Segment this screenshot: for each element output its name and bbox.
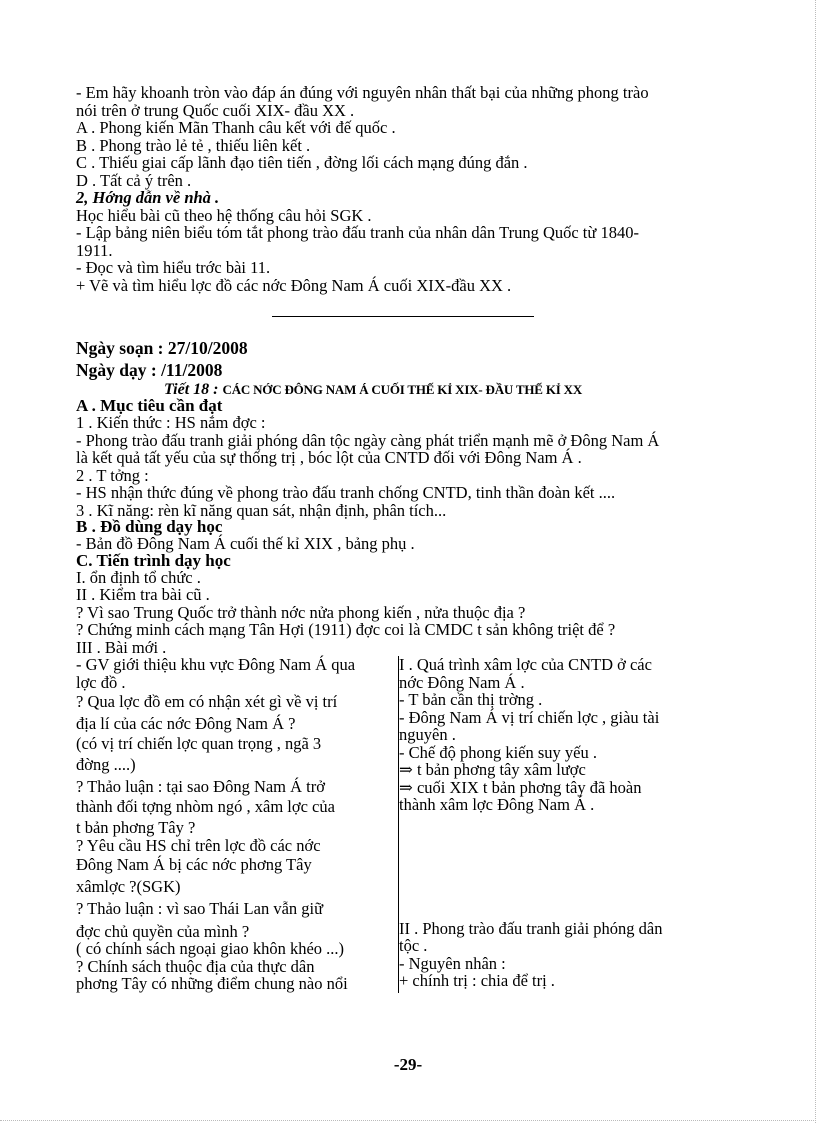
right-line: - T bản cần thị trờng . [399, 690, 543, 709]
homework-line-2: - Lập bảng niên biểu tóm tắt phong trào đấu tranh của nhân dân Trung Quốc từ 1840- [76, 223, 639, 242]
homework-heading: 2, Hớng dẫn về nhà . [76, 188, 220, 207]
teach-date: Ngày dạy : /11/2008 [76, 360, 223, 380]
section-a-line-6: 3 . Kĩ năng: rèn kĩ năng quan sát, nhận định, phân tích... [76, 500, 447, 520]
lesson-number: Tiết 18 : [164, 381, 223, 398]
right-line: thành xâm lợc Đông Nam Á . [399, 795, 595, 814]
right-line: nguyên . [399, 725, 456, 744]
right-line: + chính trị : chia để trị . [399, 971, 555, 990]
lesson-title [164, 381, 736, 398]
section-b-line-1: - Bản đồ Đông Nam Á cuối thế kỉ XIX , bảng phụ . [76, 534, 415, 553]
left-line: xâmlợc ?(SGK) [76, 876, 181, 896]
section-a-line-4: 2 . T tởng : [76, 465, 149, 485]
left-line: ? Thảo luận : vì sao Thái Lan vẫn giữ [76, 899, 324, 918]
section-a-line-2: - Phong trào đấu tranh giải phóng dân tộc ngày càng phát triển mạnh mẽ ở Đông Nam Á [76, 430, 660, 450]
teacher-activity-column [76, 656, 399, 993]
left-line: Đông Nam Á bị các nớc phơng Tây [76, 855, 312, 874]
homework-line-1: Học hiểu bài cũ theo hệ thống câu hỏi SGK . [76, 205, 372, 225]
homework-line-3: 1911. [76, 240, 113, 260]
right-line: I . Quá trình xâm lợc của CNTD ở các [399, 655, 652, 674]
left-line: phơng Tây có những điểm chung nào nổi [76, 974, 348, 993]
section-c-line-3: ? Vì sao Trung Quốc trở thành nớc nửa phong kiến , nửa thuộc địa ? [76, 602, 526, 622]
option-c: C . Thiếu giai cấp lãnh đạo tiên tiến , đờng lối cách mạng đúng đắn . [76, 153, 528, 172]
option-d: D . Tất cả ý trên . [76, 170, 192, 190]
right-line: - Đông Nam Á vị trí chiến lợc , giàu tài [399, 707, 660, 727]
left-line: ( có chính sách ngoại giao khôn khéo ...) [76, 939, 345, 958]
left-line: ? Thảo luận : tại sao Đông Nam Á trở [76, 777, 325, 796]
section-c-line-4: ? Chứng minh cách mạng Tân Hợi (1911) đợc coi là CMDC t sản không triệt để ? [76, 620, 616, 639]
left-line: (có vị trí chiến lợc quan trọng , ngã 3 [76, 734, 322, 753]
left-line: đợc chủ quyền của mình ? [76, 921, 250, 941]
prep-date: Ngày soạn : 27/10/2008 [76, 338, 248, 358]
section-a-line-1: 1 . Kiến thức : HS nắm đợc : [76, 413, 266, 432]
exercise-prompt-line-2: nói trên ở trung Quốc cuối XIX- đầu XX . [76, 100, 355, 120]
left-line: t bản phơng Tây ? [76, 818, 196, 837]
section-c-line-2: II . Kiểm tra bài cũ . [76, 585, 210, 604]
right-line: II . Phong trào đấu tranh giải phóng dân [399, 918, 663, 938]
section-c-heading: C. Tiến trình dạy học [76, 550, 231, 570]
left-line: địa lí của các nớc Đông Nam Á ? [76, 713, 296, 733]
section-b-heading: B . Đồ dùng dạy học [76, 517, 223, 536]
lesson-name: CÁC NỚC ĐÔNG NAM Á CUỐI THẾ KỈ XIX- ĐẦU THẾ KỈ XX [222, 382, 583, 397]
left-line: đờng ....) [76, 754, 136, 774]
homework-line-4: - Đọc và tìm hiểu trớc bài 11. [76, 258, 271, 277]
left-line: lợc đồ . [76, 672, 126, 692]
left-line: - GV giới thiệu khu vực Đông Nam Á qua [76, 655, 356, 674]
left-line: ? Chính sách thuộc địa của thực dân [76, 956, 315, 976]
homework-line-5: + Vẽ và tìm hiểu lợc đồ các nớc Đông Nam Á cuối XIX-đầu XX . [76, 275, 512, 295]
section-a-line-3: là kết quả tất yếu của sự thống trị , bóc lột của CNTD đối với Đông Nam Á . [76, 448, 582, 467]
left-line: ? Yêu cầu HS chỉ trên lợc đồ các nớc [76, 835, 321, 855]
left-line: thành đối tợng nhòm ngó , xâm lợc của [76, 796, 335, 816]
section-a-line-5: - HS nhận thức đúng về phong trào đấu tranh chống CNTD, tinh thần đoàn kết .... [76, 483, 616, 502]
section-a-heading: A . Mục tiêu cần đạt [76, 396, 223, 415]
page-number: -29- [393, 1055, 423, 1074]
content-column [399, 656, 735, 993]
left-line: ? Qua lợc đồ em có nhận xét gì về vị trí [76, 692, 338, 711]
page-edge-bottom [0, 1120, 816, 1121]
right-line: ⇒ cuối XIX t bản phơng tây đã hoàn [399, 777, 642, 797]
option-b: B . Phong trào lẻ tẻ , thiếu liên kết . [76, 135, 311, 155]
option-a: A . Phong kiến Mãn Thanh câu kết với đế quốc . [76, 118, 396, 137]
lesson-activity-table [76, 656, 734, 993]
right-line: - Chế độ phong kiến suy yếu . [399, 742, 597, 762]
document-page [76, 84, 736, 993]
right-line: ⇒ t bản phơng tây xâm lược [399, 760, 586, 779]
right-line: - Nguyên nhân : [399, 953, 506, 973]
right-line: nớc Đông Nam Á . [399, 672, 525, 692]
section-c-line-5: III . Bài mới . [76, 637, 167, 657]
exercise-prompt-line-1: - Em hãy khoanh tròn vào đáp án đúng với nguyên nhân thất bại của những phong trào [76, 83, 649, 102]
section-c-line-1: I. ổn định tổ chức . [76, 567, 201, 587]
right-line: tộc . [399, 936, 428, 955]
